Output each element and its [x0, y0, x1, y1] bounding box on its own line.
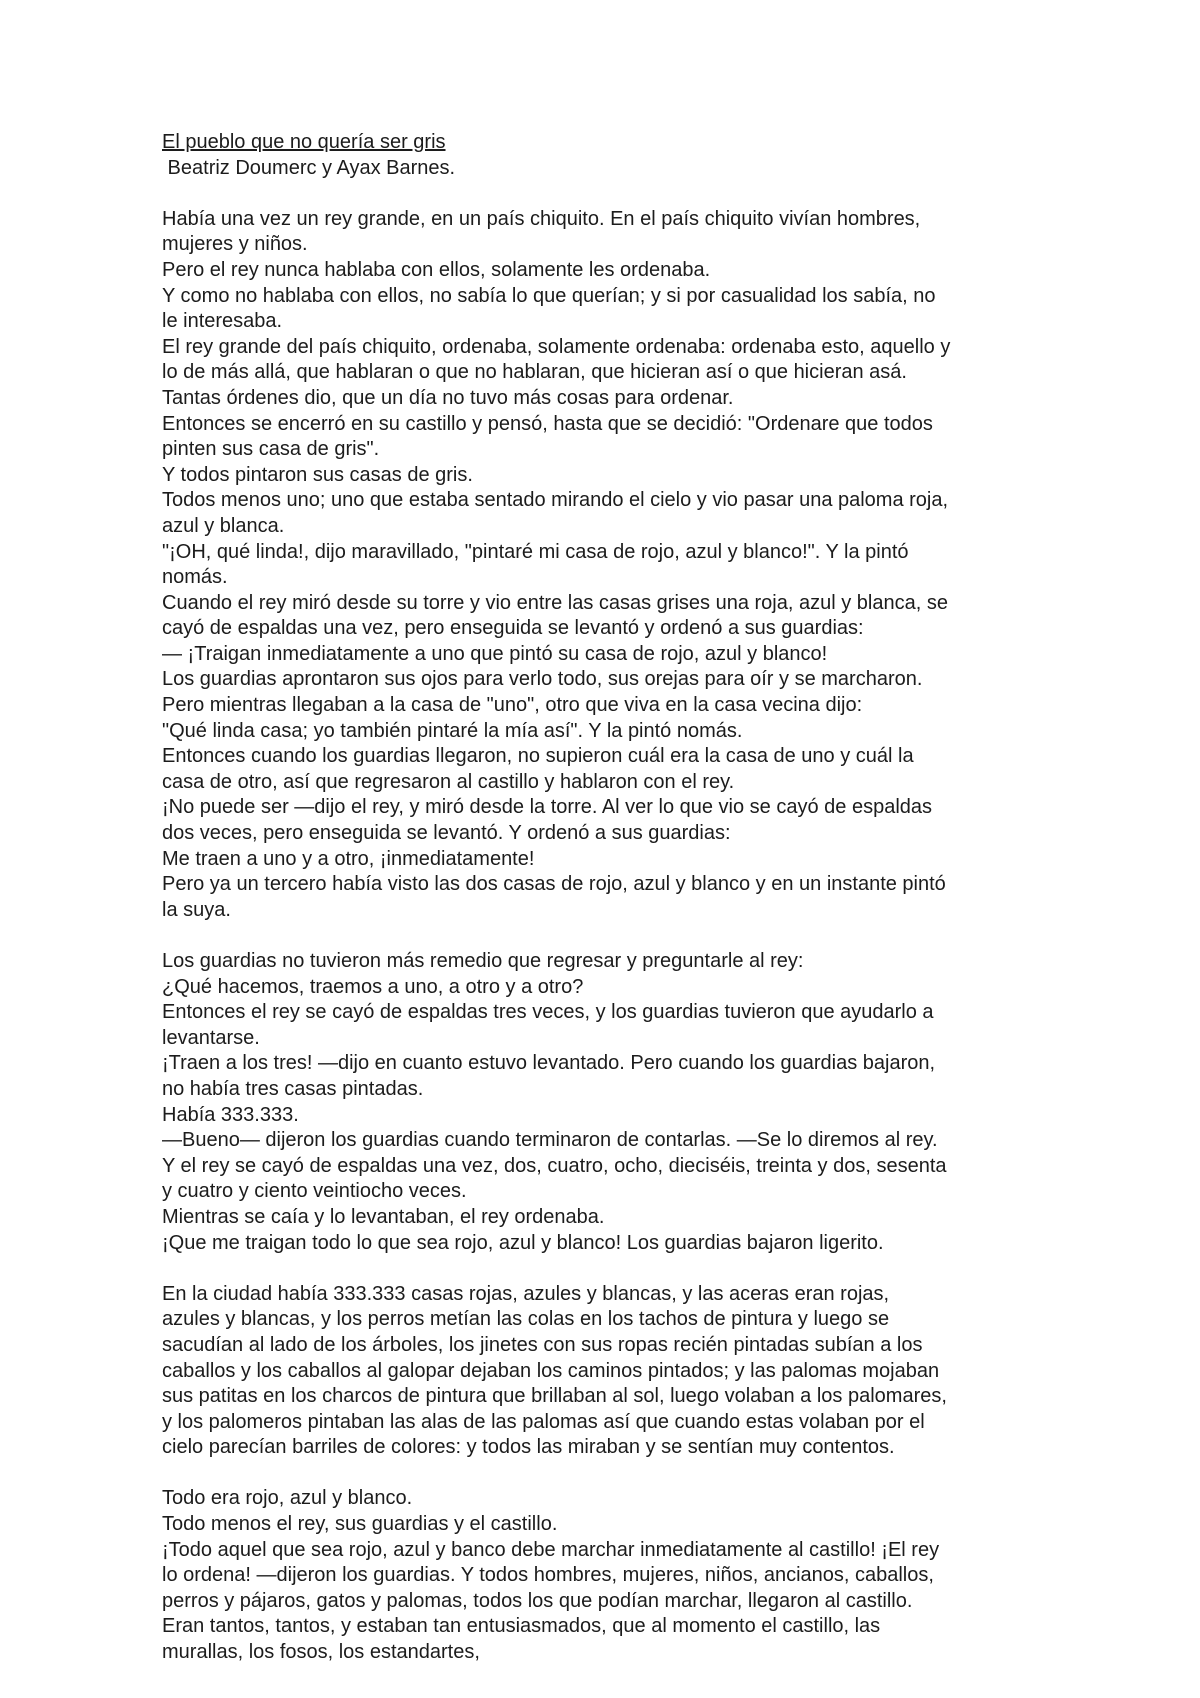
- text-line: y cuatro y ciento veintiocho veces.: [162, 1180, 467, 1203]
- document-authors: Beatriz Doumerc y Ayax Barnes.: [162, 156, 456, 179]
- document-title: El pueblo que no quería ser gris: [162, 131, 446, 153]
- text-line: y los palomeros pintaban las alas de las palomas así que cuando estas volaban por el: [162, 1410, 925, 1433]
- text-line: murallas, los fosos, los estandartes,: [162, 1641, 480, 1664]
- text-line: azul y blanca.: [162, 514, 285, 537]
- text-line: Entonces el rey se cayó de espaldas tres veces, y los guardias tuvieron que ayudarlo a: [162, 1001, 934, 1024]
- text-line: no había tres casas pintadas.: [162, 1077, 424, 1100]
- blank-line: [162, 1256, 1062, 1282]
- text-line: mujeres y niños.: [162, 233, 308, 256]
- text-line: lo ordena! —dijeron los guardias. Y todos hombres, mujeres, niños, ancianos, caballos,: [162, 1564, 934, 1587]
- text-line: Pero ya un tercero había visto las dos casas de rojo, azul y blanco y en un instante pintó: [162, 873, 946, 896]
- text-line: Había una vez un rey grande, en un país chiquito. En el país chiquito vivían hombres,: [162, 207, 921, 230]
- text-line: —Bueno— dijeron los guardias cuando terminaron de contarlas. —Se lo diremos al rey.: [162, 1129, 938, 1152]
- text-line: ¿Qué hacemos, traemos a uno, a otro y a otro?: [162, 975, 584, 998]
- text-line: lo de más allá, que hablaran o que no hablaran, que hicieran así o que hicieran asá.: [162, 361, 907, 384]
- text-line: dos veces, pero enseguida se levantó. Y ordenó a sus guardias:: [162, 822, 731, 845]
- text-line: Entonces cuando los guardias llegaron, no supieron cuál era la casa de uno y cuál la: [162, 745, 914, 768]
- document-body: [162, 130, 1062, 1666]
- text-line: ¡No puede ser —dijo el rey, y miró desde la torre. Al ver lo que vio se cayó de espaldas: [162, 796, 933, 819]
- blank-line: [162, 923, 1062, 949]
- text-line: ¡Traen a los tres! —dijo en cuanto estuvo levantado. Pero cuando los guardias bajaron,: [162, 1052, 936, 1075]
- text-line: levantarse.: [162, 1026, 260, 1049]
- text-line: "Qué linda casa; yo también pintaré la mía así". Y la pintó nomás.: [162, 719, 743, 742]
- text-line: Cuando el rey miró desde su torre y vio entre las casas grises una roja, azul y blanca, se: [162, 591, 948, 614]
- text-line: cielo parecían barriles de colores: y todos las miraban y se sentían muy contentos.: [162, 1436, 895, 1459]
- text-line: sus patitas en los charcos de pintura que brillaban al sol, luego volaban a los palomares,: [162, 1385, 947, 1408]
- text-line: caballos y los caballos al galopar dejaban los caminos pintados; y las palomas mojaban: [162, 1359, 940, 1382]
- text-line: Todo era rojo, azul y blanco.: [162, 1487, 413, 1510]
- text-line: "¡OH, qué linda!, dijo maravillado, "pintaré mi casa de rojo, azul y blanco!". Y la pintó: [162, 540, 909, 563]
- text-line: ¡Que me traigan todo lo que sea rojo, azul y blanco! Los guardias bajaron ligerito.: [162, 1231, 884, 1254]
- text-line: Eran tantos, tantos, y estaban tan entusiasmados, que al momento el castillo, las: [162, 1615, 881, 1638]
- text-line: casa de otro, así que regresaron al castillo y hablaron con el rey.: [162, 770, 735, 793]
- text-line: Y el rey se cayó de espaldas una vez, dos, cuatro, ocho, dieciséis, treinta y dos, sesenta: [162, 1154, 947, 1177]
- text-line: Y como no hablaba con ellos, no sabía lo que querían; y si por casualidad los sabía, no: [162, 284, 936, 307]
- text-line: Todo menos el rey, sus guardias y el castillo.: [162, 1513, 558, 1536]
- blank-line: [162, 1461, 1062, 1487]
- text-line: Me traen a uno y a otro, ¡inmediatamente!: [162, 847, 535, 870]
- text-line: sacudían al lado de los árboles, los jinetes con sus ropas recién pintadas subían a los: [162, 1333, 923, 1356]
- text-line: Pero el rey nunca hablaba con ellos, solamente les ordenaba.: [162, 258, 711, 281]
- text-line: la suya.: [162, 898, 231, 921]
- blank-line: [162, 181, 1062, 207]
- text-line: Los guardias aprontaron sus ojos para verlo todo, sus orejas para oír y se marcharon.: [162, 668, 923, 691]
- text-line: Pero mientras llegaban a la casa de "uno", otro que viva en la casa vecina dijo:: [162, 694, 863, 717]
- text-line: pinten sus casa de gris".: [162, 438, 380, 461]
- text-line: le interesaba.: [162, 310, 283, 333]
- text-line: cayó de espaldas una vez, pero enseguida se levantó y ordenó a sus guardias:: [162, 617, 864, 640]
- story-text: [162, 181, 1062, 1665]
- text-line: Los guardias no tuvieron más remedio que regresar y preguntarle al rey:: [162, 950, 804, 972]
- text-line: nomás.: [162, 566, 228, 589]
- text-line: El rey grande del país chiquito, ordenaba, solamente ordenaba: ordenaba esto, aquello y: [162, 335, 951, 358]
- text-line: En la ciudad había 333.333 casas rojas, azules y blancas, y las aceras eran rojas,: [162, 1282, 890, 1305]
- text-line: ¡Todo aquel que sea rojo, azul y banco debe marchar inmediatamente al castillo! ¡El rey: [162, 1538, 940, 1561]
- text-line: Mientras se caía y lo levantaban, el rey ordenaba.: [162, 1205, 605, 1228]
- text-line: — ¡Traigan inmediatamente a uno que pintó su casa de rojo, azul y blanco!: [162, 642, 828, 665]
- text-line: Tantas órdenes dio, que un día no tuvo más cosas para ordenar.: [162, 386, 734, 409]
- text-line: Y todos pintaron sus casas de gris.: [162, 463, 473, 486]
- text-line: Había 333.333.: [162, 1103, 299, 1126]
- text-line: Todos menos uno; uno que estaba sentado mirando el cielo y vio pasar una paloma roja,: [162, 489, 949, 512]
- text-line: azules y blancas, y los perros metían las colas en los tachos de pintura y luego se: [162, 1308, 890, 1331]
- text-line: Entonces se encerró en su castillo y pensó, hasta que se decidió: "Ordenare que todos: [162, 412, 933, 435]
- text-line: perros y pájaros, gatos y palomas, todos los que podían marchar, llegaron al castillo.: [162, 1589, 913, 1612]
